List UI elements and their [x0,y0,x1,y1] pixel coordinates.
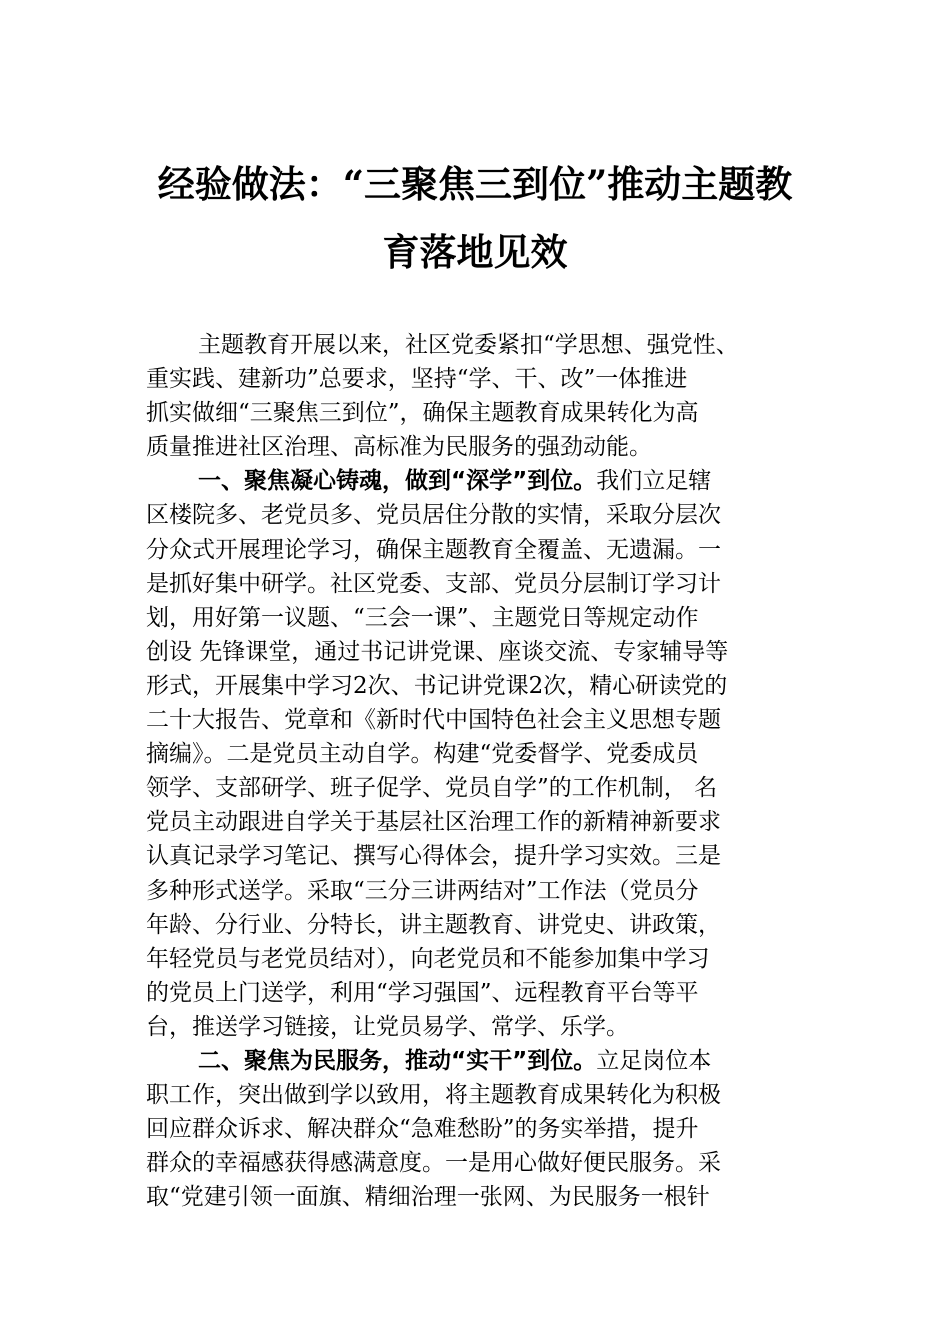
document-title-line-2: 育落地见效 [382,230,568,274]
section-heading-line [146,1044,806,1078]
body-line: 区楼院多、老党员多、党员居住分散的实情，采取分层次 [146,502,721,529]
body-line: 划，用好第一议题、“三会一课”、主题党日等规定动作 [146,604,699,631]
body-line: 领学、支部研学、班子促学、党员自学”的工作机制， 名 [146,775,718,802]
body-line: 质量推进社区治理、高标准为民服务的强劲动能。 [146,434,652,461]
body-line: 分众式开展理论学习，确保主题教育全覆盖、无遗漏。一 [146,536,721,563]
body-line: 党员主动跟进自学关于基层社区治理工作的新精神新要求 [146,809,721,836]
body-line: 抓实做细“三聚焦三到位”，确保主题教育成果转化为高 [146,400,699,427]
body-line: 台，推送学习链接，让党员易学、常学、乐学。 [146,1013,629,1040]
document-body [146,328,806,1214]
section-heading-line [146,464,806,498]
body-line: 职工作，突出做到学以致用，将主题教育成果转化为积极 [146,1082,721,1109]
body-line: 群众的幸福感获得感满意度。一是用心做好便民服务。采 [146,1150,721,1177]
body-line: 的党员上门送学，利用“学习强国”、远程教育平台等平 [146,979,699,1006]
body-line: 认真记录学习笔记、撰写心得体会，提升学习实效。三是 [146,843,721,870]
body-line: 摘编》。二是党员主动自学。构建“党委督学、党委成员 [146,741,699,768]
section-heading-2: 二、聚焦为民服务，推动“实干”到位。 [198,1047,597,1074]
body-line: 重实践、建新功”总要求，坚持“学、干、改”一体推进 [146,366,688,393]
body-line: 二十大报告、党章和《新时代中国特色社会主义思想专题 [146,707,721,734]
body-line: 是抓好集中研学。社区党委、支部、党员分层制订学习计 [146,570,721,597]
body-text: 立足岗位本 [596,1047,712,1074]
body-line: 年龄、分行业、分特长，讲主题教育、讲党史、讲政策， [146,911,721,938]
document-title-line-1: 经验做法：“三聚焦三到位”推动主题教 [157,162,793,206]
section-heading-1: 一、聚焦凝心铸魂，做到“深学”到位。 [198,468,597,495]
body-line: 年轻党员与老党员结对），向老党员和不能参加集中学习 [146,945,710,972]
body-line: 取“党建引领一面旗、精细治理一张网、为民服务一根针 [146,1184,710,1211]
body-line: 回应群众诉求、解决群众“急难愁盼”的务实举措，提升 [146,1116,699,1143]
body-line: 创设 先锋课堂，通过书记讲党课、座谈交流、专家辅导等 [146,638,729,665]
body-line: 主题教育开展以来，社区党委紧扣“学思想、强党性、 [198,332,739,358]
body-line: 形式，开展集中学习2次、书记讲党课2次，精心研读党的 [146,672,728,699]
body-line: 多种形式送学。采取“三分三讲两结对”工作法（党员分 [146,877,699,904]
body-text: 我们立足辖 [596,468,712,495]
